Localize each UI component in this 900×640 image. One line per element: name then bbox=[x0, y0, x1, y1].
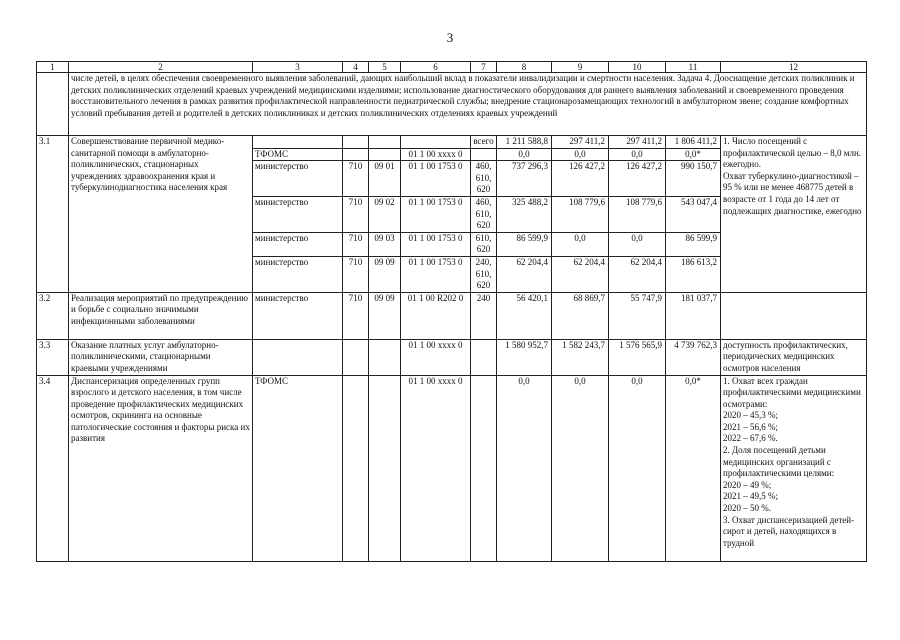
cell-value: 186 613,2 bbox=[666, 256, 721, 292]
column-numbers-row bbox=[37, 62, 867, 73]
cell-value: 0,0 bbox=[552, 232, 609, 256]
measure-name: Реализация мероприятий по предупреждению и борьбе с социально значимыми инфекционными заболеваниями bbox=[69, 292, 253, 339]
cell-value: 86 599,9 bbox=[666, 232, 721, 256]
cell-code: 01 1 00 1753 0 bbox=[401, 232, 471, 256]
cell-value: 0,0 bbox=[497, 375, 552, 561]
cell-code bbox=[369, 375, 401, 561]
indicator-text bbox=[721, 292, 867, 339]
cell-value: 4 739 762,3 bbox=[666, 339, 721, 375]
table-row bbox=[37, 375, 867, 561]
indicator-text: 1. Число посещений с профилактической целью – 8,0 млн. ежегодно. Охват туберкулино-диагностикой – 95 % или не менее 468775 детей в возрасте от 1 года до 14 лет от подлежащих диагностике, ежегодно bbox=[721, 136, 867, 293]
cell-code bbox=[343, 148, 369, 161]
cell-value: 0,0 bbox=[552, 375, 609, 561]
cell-code bbox=[471, 375, 497, 561]
cell-code: 01 1 00 1753 0 bbox=[401, 196, 471, 232]
cell-value: 1 211 588,8 bbox=[497, 136, 552, 149]
cell-value: 126 427,2 bbox=[609, 161, 666, 197]
cell-code: 01 1 00 1753 0 bbox=[401, 256, 471, 292]
cell-value: 325 488,2 bbox=[497, 196, 552, 232]
cell-code: 460, 610, 620 bbox=[471, 196, 497, 232]
cell-value: 62 204,4 bbox=[552, 256, 609, 292]
cell-code: 01 1 00 xxxx 0 bbox=[401, 375, 471, 561]
table-row bbox=[37, 136, 867, 149]
indicator-text: 1. Охват всех граждан профилактическими медицинскими осмотрами: 2020 – 45,3 %; 2021 – 56,6 %; 2022 – 67,6 %. 2. Доля посещений детьми медицинских организаций с профилактическими целями: 2020 – 49 %; 2021 – 49,5 %; 2020 – 50 %. 3. Охват диспансеризацией детей-сирот и детей, находящихся в трудной bbox=[721, 375, 867, 561]
cell-value: 990 150,7 bbox=[666, 161, 721, 197]
cell-value: 56 420,1 bbox=[497, 292, 552, 339]
cell-value: 0,0* bbox=[666, 375, 721, 561]
cell-executor: министерство bbox=[253, 292, 343, 339]
row-number: 3.4 bbox=[37, 375, 69, 561]
cell-value: 297 411,2 bbox=[552, 136, 609, 149]
column-number: 6 bbox=[401, 62, 471, 73]
cell-code: 240, 610, 620 bbox=[471, 256, 497, 292]
cell-executor bbox=[253, 339, 343, 375]
cell-value: 0,0* bbox=[666, 148, 721, 161]
column-number: 1 bbox=[37, 62, 69, 73]
cell-code: 09 09 bbox=[369, 256, 401, 292]
cell-code: 09 03 bbox=[369, 232, 401, 256]
cell-value: 62 204,4 bbox=[497, 256, 552, 292]
cell-value: 543 047,4 bbox=[666, 196, 721, 232]
program-table bbox=[36, 61, 867, 562]
cell-total-label: всего bbox=[471, 136, 497, 149]
cell-code bbox=[471, 339, 497, 375]
row-number: 3.1 bbox=[37, 136, 69, 293]
cell-value: 0,0 bbox=[609, 148, 666, 161]
column-number: 11 bbox=[666, 62, 721, 73]
column-number: 10 bbox=[609, 62, 666, 73]
row-number: 3.2 bbox=[37, 292, 69, 339]
cell-code: 09 02 bbox=[369, 196, 401, 232]
cell-code: 610, 620 bbox=[471, 232, 497, 256]
cell-code: 09 09 bbox=[369, 292, 401, 339]
cell-code: 01 1 00 xxxx 0 bbox=[401, 339, 471, 375]
cell-code bbox=[343, 375, 369, 561]
cell-value: 62 204,4 bbox=[609, 256, 666, 292]
column-number: 3 bbox=[253, 62, 343, 73]
measure-name: Диспансеризация определенных групп взрослого и детского населения, в том числе проведение профилактических медицинских осмотров, скрининга на основные патологические состояния и факторы риска их развития bbox=[69, 375, 253, 561]
cell-value: 55 747,9 bbox=[609, 292, 666, 339]
cell-code: 710 bbox=[343, 161, 369, 197]
page-number: 3 bbox=[446, 30, 454, 45]
cell-value: 1 582 243,7 bbox=[552, 339, 609, 375]
cell-code bbox=[471, 148, 497, 161]
cell-value: 297 411,2 bbox=[609, 136, 666, 149]
table-row bbox=[37, 339, 867, 375]
cell-value: 108 779,6 bbox=[552, 196, 609, 232]
cell-value: 0,0 bbox=[609, 375, 666, 561]
cell-value: 181 037,7 bbox=[666, 292, 721, 339]
cell-value: 0,0 bbox=[497, 148, 552, 161]
column-number: 9 bbox=[552, 62, 609, 73]
measure-name: Совершенствование первичной медико-санитарной помощи в амбулаторно-поликлинических, стационарных учреждениях здравоохранения края и туберкулинодиагностика населения края bbox=[69, 136, 253, 293]
cell-code: 710 bbox=[343, 232, 369, 256]
cell-value: 1 576 565,9 bbox=[609, 339, 666, 375]
cell-value: 0,0 bbox=[552, 148, 609, 161]
intro-row bbox=[37, 73, 867, 136]
cell-value: 0,0 bbox=[609, 232, 666, 256]
column-number: 2 bbox=[69, 62, 253, 73]
cell-code: 710 bbox=[343, 196, 369, 232]
cell-executor: министерство bbox=[253, 161, 343, 197]
cell-code: 01 1 00 R202 0 bbox=[401, 292, 471, 339]
cell-code: 460, 610, 620 bbox=[471, 161, 497, 197]
cell-value: 86 599,9 bbox=[497, 232, 552, 256]
cell-code bbox=[369, 339, 401, 375]
cell-executor: министерство bbox=[253, 232, 343, 256]
column-number: 5 bbox=[369, 62, 401, 73]
cell-value: 68 869,7 bbox=[552, 292, 609, 339]
cell-code bbox=[369, 148, 401, 161]
column-number: 12 bbox=[721, 62, 867, 73]
cell-code: 01 1 00 xxxx 0 bbox=[401, 148, 471, 161]
indicator-text: доступность профилактических, периодических медицинских осмотров населения bbox=[721, 339, 867, 375]
cell-executor: ТФОМС bbox=[253, 375, 343, 561]
cell-code: 710 bbox=[343, 292, 369, 339]
cell-executor: министерство bbox=[253, 256, 343, 292]
cell-executor: министерство bbox=[253, 196, 343, 232]
column-number: 4 bbox=[343, 62, 369, 73]
cell-code: 09 01 bbox=[369, 161, 401, 197]
cell-value: 1 580 952,7 bbox=[497, 339, 552, 375]
cell-value: 1 806 411,2 bbox=[666, 136, 721, 149]
column-number: 8 bbox=[497, 62, 552, 73]
cell-code: 01 1 00 1753 0 bbox=[401, 161, 471, 197]
cell-code bbox=[343, 339, 369, 375]
cell-value: 108 779,6 bbox=[609, 196, 666, 232]
cell-executor: ТФОМС bbox=[253, 148, 343, 161]
column-number: 7 bbox=[471, 62, 497, 73]
cell-code: 710 bbox=[343, 256, 369, 292]
cell-code: 240 bbox=[471, 292, 497, 339]
row-number: 3.3 bbox=[37, 339, 69, 375]
measure-name: Оказание платных услуг амбулаторно-поликлиническими, стационарными краевыми учреждениями bbox=[69, 339, 253, 375]
intro-text: числе детей, в целях обеспечения своевременного выявления заболеваний, дающих наибольший вклад в показатели инвалидизации и смертности населения. Задача 4. Дооснащение детских поликлиник и детских поликлинических отделений краевых учреждений медицинскими изделиями; использование диагностического оборудования для раннего выявления заболеваний и своевременного проведения восстановительного лечения в рамках развития профилактической направленности педиатрической службы; внедрение стационарозамещающих технологий в амбулаторном звене; создание комфортных условий пребывания детей и родителей в детских поликлиниках и детских поликлинических отделениях краевых учреждений bbox=[69, 73, 867, 136]
table-row bbox=[37, 292, 867, 339]
cell-value: 126 427,2 bbox=[552, 161, 609, 197]
cell-value: 737 296,3 bbox=[497, 161, 552, 197]
